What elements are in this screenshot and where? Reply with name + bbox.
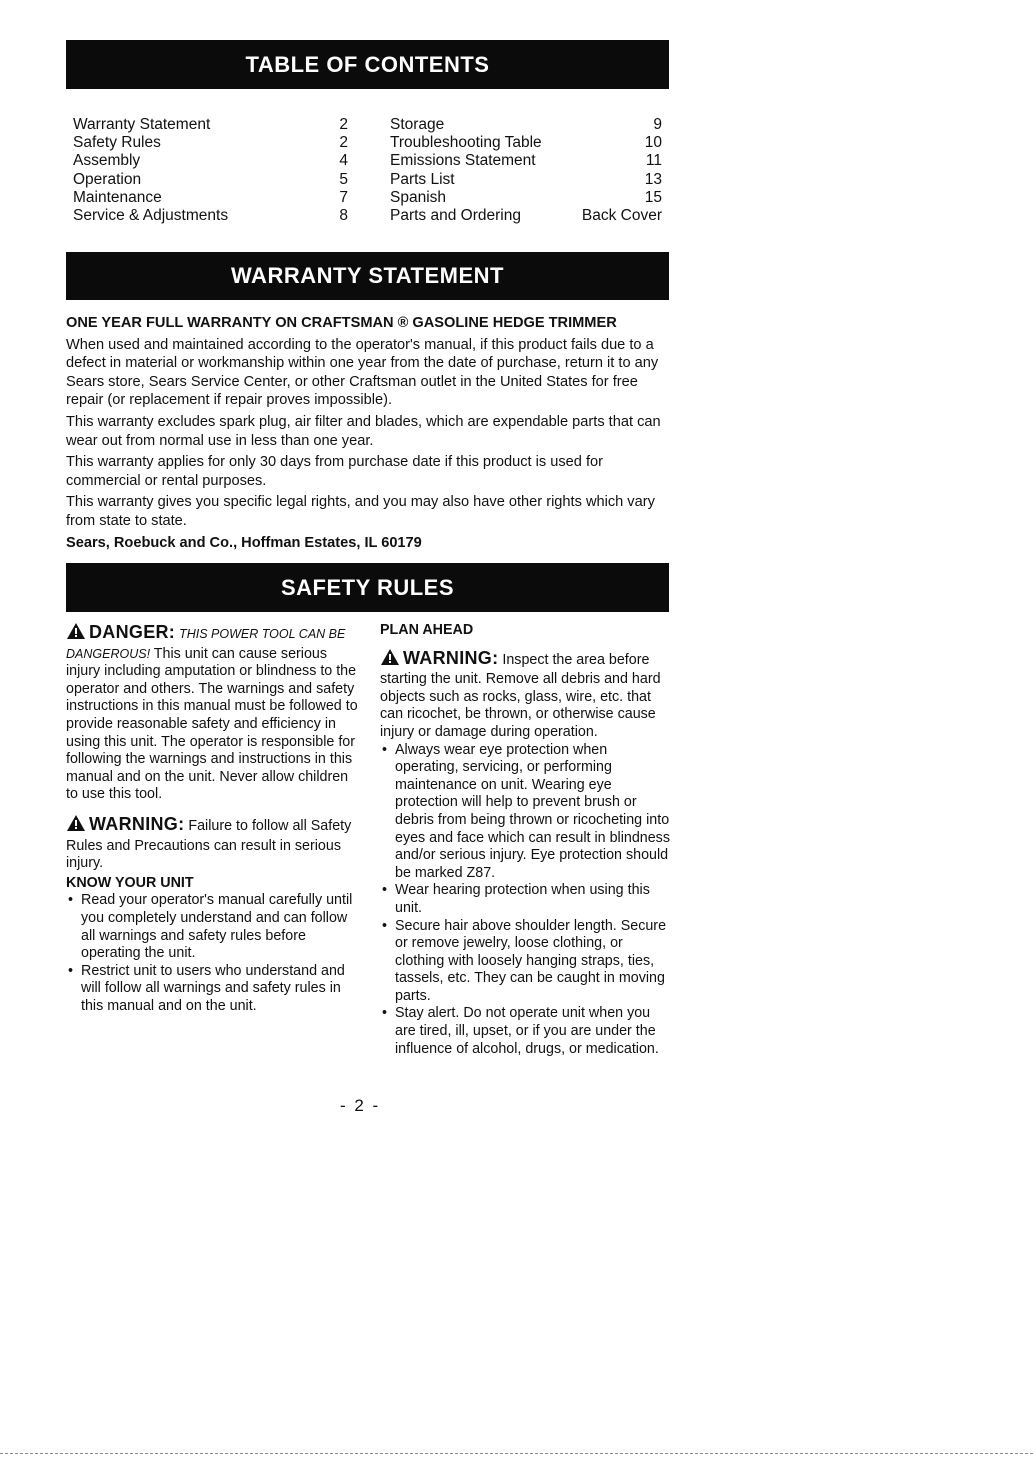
warranty-paragraph: This warranty applies for only 30 days from purchase date if this product is used for commercial or rental purposes. [66, 454, 603, 489]
danger-text: This unit can cause serious injury including amputation or blindness to the operator and others. The warnings and safety instructions in this manual must be followed to provide reasonable safety and efficiency in using this unit. The operator is responsible for following the warnings and instructions in this manual and on the unit. Never allow children to use this tool. [66, 645, 358, 803]
toc-item [390, 116, 662, 134]
warranty-title: WARRANTY STATEMENT [231, 263, 504, 288]
warning-triangle-icon [380, 648, 400, 672]
toc-item-page: 2 [339, 116, 348, 133]
toc-right-column [390, 116, 662, 225]
safety-title: SAFETY RULES [280, 575, 455, 600]
safety-left-column [66, 622, 360, 1015]
toc-item [73, 152, 348, 170]
list-item-text: Stay alert. Do not operate unit when you are tired, ill, upset, or if you are under the influence of alcohol, drugs, or medication. [395, 1005, 659, 1057]
toc-item-label: Safety Rules [73, 134, 161, 152]
page-bottom-divider [0, 1453, 1033, 1454]
toc-item-label: Operation [73, 170, 142, 188]
toc-item [390, 152, 662, 170]
safety-right-column [380, 622, 672, 1058]
toc-item [73, 207, 348, 225]
plan-warning-block [380, 648, 672, 742]
toc-item-label: Emissions Statement [390, 152, 536, 170]
toc-item [390, 207, 662, 225]
toc-item-page: 5 [339, 170, 348, 188]
safety-title-bar [66, 563, 669, 612]
toc-item [73, 134, 348, 152]
warranty-paragraph: This warranty excludes spark plug, air filter and blades, which are expendable parts that can wear out from normal use in less than one year. [66, 413, 661, 449]
warning-triangle-icon [66, 622, 86, 646]
plan-warning-text: Inspect the area before starting the unit. Remove all debris and hard objects such as rocks, glass, wire, etc. that can ricochet, be thrown, or otherwise cause injury or damage during operation. [380, 651, 661, 740]
plan-warning-label: WARNING: [403, 647, 499, 668]
list-item-text: Restrict unit to users who understand and will follow all warnings and safety rules in this manual and on the unit. [81, 962, 345, 1014]
warning-triangle-icon [66, 814, 86, 838]
toc-item-page: 8 [339, 206, 348, 224]
toc-item-label: Troubleshooting Table [390, 134, 542, 152]
toc-item-label: Spanish [390, 188, 447, 206]
toc-left-column [73, 116, 348, 225]
list-item: • Always wear eye protection when operating, servicing, or performing maintenance on unit. Wearing eye protection will help to prevent brush or debris from being thrown or ricocheting into eyes and face which can result in blindness and/or serious injury. Eye protection should be marked Z87. [382, 741, 670, 881]
list-item-text: Always wear eye protection when operating, servicing, or performing maintenance on unit. Wearing eye protection will help to prevent brush or debris from being thrown or ricocheting into eyes and face which can result in blindness and/or serious injury. Eye protection should be marked Z87. [395, 741, 670, 881]
warranty-title-bar [66, 252, 669, 300]
toc-item-label: Warranty Statement [73, 116, 211, 133]
toc-item [73, 116, 348, 134]
toc-item [73, 189, 348, 207]
danger-label: DANGER: [89, 622, 176, 642]
warning-block [66, 814, 360, 873]
toc-item-page: 2 [339, 134, 348, 152]
plan-ahead-heading: PLAN AHEAD [380, 622, 474, 638]
toc-item-page: 15 [644, 188, 662, 206]
toc-item [390, 189, 662, 207]
warranty-heading: ONE YEAR FULL WARRANTY ON CRAFTSMAN ® GASOLINE HEDGE TRIMMER [66, 315, 617, 331]
warning-label: WARNING: [89, 813, 185, 834]
list-item-text: Read your operator's manual carefully until you completely understand and can follow all warnings and safety rules before operating the unit. [81, 892, 353, 962]
toc-item-page: 7 [339, 188, 348, 206]
list-item: • Read your operator's manual carefully until you completely understand and can follow all warnings and safety rules before operating the unit. [68, 892, 353, 962]
list-item: • Restrict unit to users who understand and will follow all warnings and safety rules in this manual and on the unit. [68, 962, 345, 1014]
toc-item-label: Maintenance [73, 188, 162, 206]
toc-item-label: Service & Adjustments [73, 206, 229, 224]
danger-italic: THIS POWER TOOL CAN BE DANGEROUS! [66, 627, 346, 661]
toc-item-page: 11 [645, 152, 662, 170]
toc-item-label: Assembly [73, 152, 141, 170]
warning-text: Failure to follow all Safety Rules and Precautions can result in serious injury. [66, 817, 352, 872]
toc-item-page: 4 [339, 152, 348, 170]
know-your-unit-heading: KNOW YOUR UNIT [66, 874, 194, 891]
warranty-section [66, 314, 672, 555]
toc-item-page: 13 [644, 170, 662, 188]
toc-item-label: Parts and Ordering [390, 206, 521, 224]
toc-title: TABLE OF CONTENTS [245, 52, 490, 77]
toc-item-page: 10 [644, 134, 662, 152]
toc-item [390, 134, 662, 152]
toc-item-label: Parts List [390, 170, 455, 188]
list-item: • Wear hearing protection when using this unit. [382, 882, 650, 916]
toc-title-bar [66, 40, 669, 89]
warranty-footer: Sears, Roebuck and Co., Hoffman Estates, IL 60179 [66, 534, 422, 551]
list-item-text: Wear hearing protection when using this unit. [395, 882, 650, 916]
toc-item [73, 171, 348, 189]
toc-item-label: Storage [390, 116, 445, 133]
toc-item-page: Back Cover [581, 206, 662, 224]
warranty-paragraph: When used and maintained according to the operator's manual, if this product fails due to a defect in material or workmanship within one year from the date of purchase, return it to any Sears store, Sears Service Center, or other Craftsman outlet in the United States for free repair (or replacement if repair proves impossible). [66, 336, 659, 409]
page-number: - 2 - [340, 1096, 381, 1115]
danger-block [66, 622, 360, 804]
warranty-paragraph: This warranty gives you specific legal rights, and you may also have other rights which vary from state to state. [66, 494, 655, 529]
toc-item-page: 9 [653, 116, 662, 133]
toc-item [390, 171, 662, 189]
list-item-text: Secure hair above shoulder length. Secure or remove jewelry, loose clothing, or clothing with loosely hanging straps, ties, tassels, etc. They can be caught in moving parts. [395, 917, 667, 1004]
list-item: • Secure hair above shoulder length. Secure or remove jewelry, loose clothing, or clothing with loosely hanging straps, ties, tassels, etc. They can be caught in moving parts. [382, 917, 667, 1004]
list-item: • Stay alert. Do not operate unit when you are tired, ill, upset, or if you are under the influence of alcohol, drugs, or medication. [382, 1005, 659, 1057]
